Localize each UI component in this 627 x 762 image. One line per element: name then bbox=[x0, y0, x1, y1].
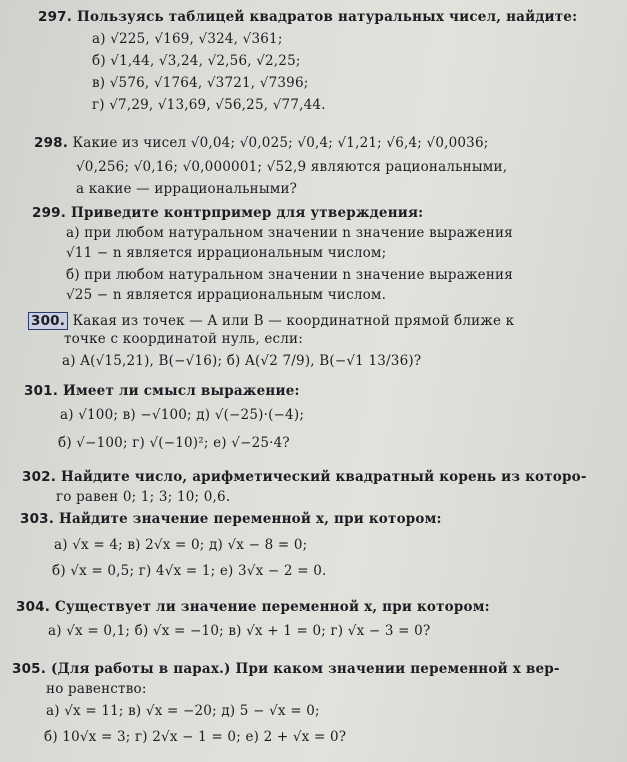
text-line: 300. Какая из точек — A или B — координатной прямой ближе к bbox=[28, 312, 514, 330]
text-line: б) при любом натуральном значении n значение выражения bbox=[66, 267, 513, 283]
text-line: г) √7,29, √13,69, √56,25, √77,44. bbox=[92, 97, 326, 113]
text-line: √25 − n является иррациональным числом. bbox=[66, 287, 387, 303]
text-line: √0,256; √0,16; √0,000001; √52,9 являются рациональными, bbox=[76, 159, 508, 175]
text-line: го равен 0; 1; 3; 10; 0,6. bbox=[56, 489, 231, 505]
text-line: 301. Имеет ли смысл выражение: bbox=[24, 383, 300, 399]
text-line: б) 10√x = 3; г) 2√x − 1 = 0; е) 2 + √x = 0? bbox=[44, 729, 347, 745]
text-line: а) √x = 11; в) √x = −20; д) 5 − √x = 0; bbox=[46, 703, 320, 719]
text-line: б) √−100; г) √(−10)²; е) √−25·4? bbox=[58, 435, 290, 451]
text-line: 298. Какие из чисел √0,04; √0,025; √0,4; √1,21; √6,4; √0,0036; bbox=[34, 135, 489, 151]
text-line: а) √x = 4; в) 2√x = 0; д) √x − 8 = 0; bbox=[54, 537, 308, 553]
text-line: √11 − n является иррациональным числом; bbox=[66, 245, 387, 261]
text-line: но равенство: bbox=[46, 681, 147, 697]
text-line: в) √576, √1764, √3721, √7396; bbox=[92, 75, 309, 91]
text-line: 302. Найдите число, арифметический квадратный корень из которо- bbox=[22, 469, 587, 485]
text-line: 299. Приведите контрпример для утверждения: bbox=[32, 205, 424, 221]
text-line: а) при любом натуральном значении n значение выражения bbox=[66, 225, 513, 241]
text-line: 304. Существует ли значение переменной x, при котором: bbox=[16, 599, 490, 615]
text-line: 305. (Для работы в парах.) При каком значении переменной x вер- bbox=[12, 661, 560, 677]
text-line: а) √x = 0,1; б) √x = −10; в) √x + 1 = 0; г) √x − 3 = 0? bbox=[48, 623, 431, 639]
text-line: а) √225, √169, √324, √361; bbox=[92, 31, 283, 47]
text-line: точке с координатой нуль, если: bbox=[64, 331, 303, 347]
text-line: б) √1,44, √3,24, √2,56, √2,25; bbox=[92, 53, 301, 69]
text-line: 297. Пользуясь таблицей квадратов натуральных чисел, найдите: bbox=[38, 9, 578, 25]
text-line: б) √x = 0,5; г) 4√x = 1; е) 3√x − 2 = 0. bbox=[52, 563, 327, 579]
text-line: 303. Найдите значение переменной x, при котором: bbox=[20, 511, 442, 527]
text-line: а какие — иррациональными? bbox=[76, 181, 298, 197]
text-line: а) √100; в) −√100; д) √(−25)·(−4); bbox=[60, 407, 305, 423]
text-line: а) A(√15,21), B(−√16); б) A(√2 7/9), B(−√1 13/36)? bbox=[62, 353, 422, 369]
